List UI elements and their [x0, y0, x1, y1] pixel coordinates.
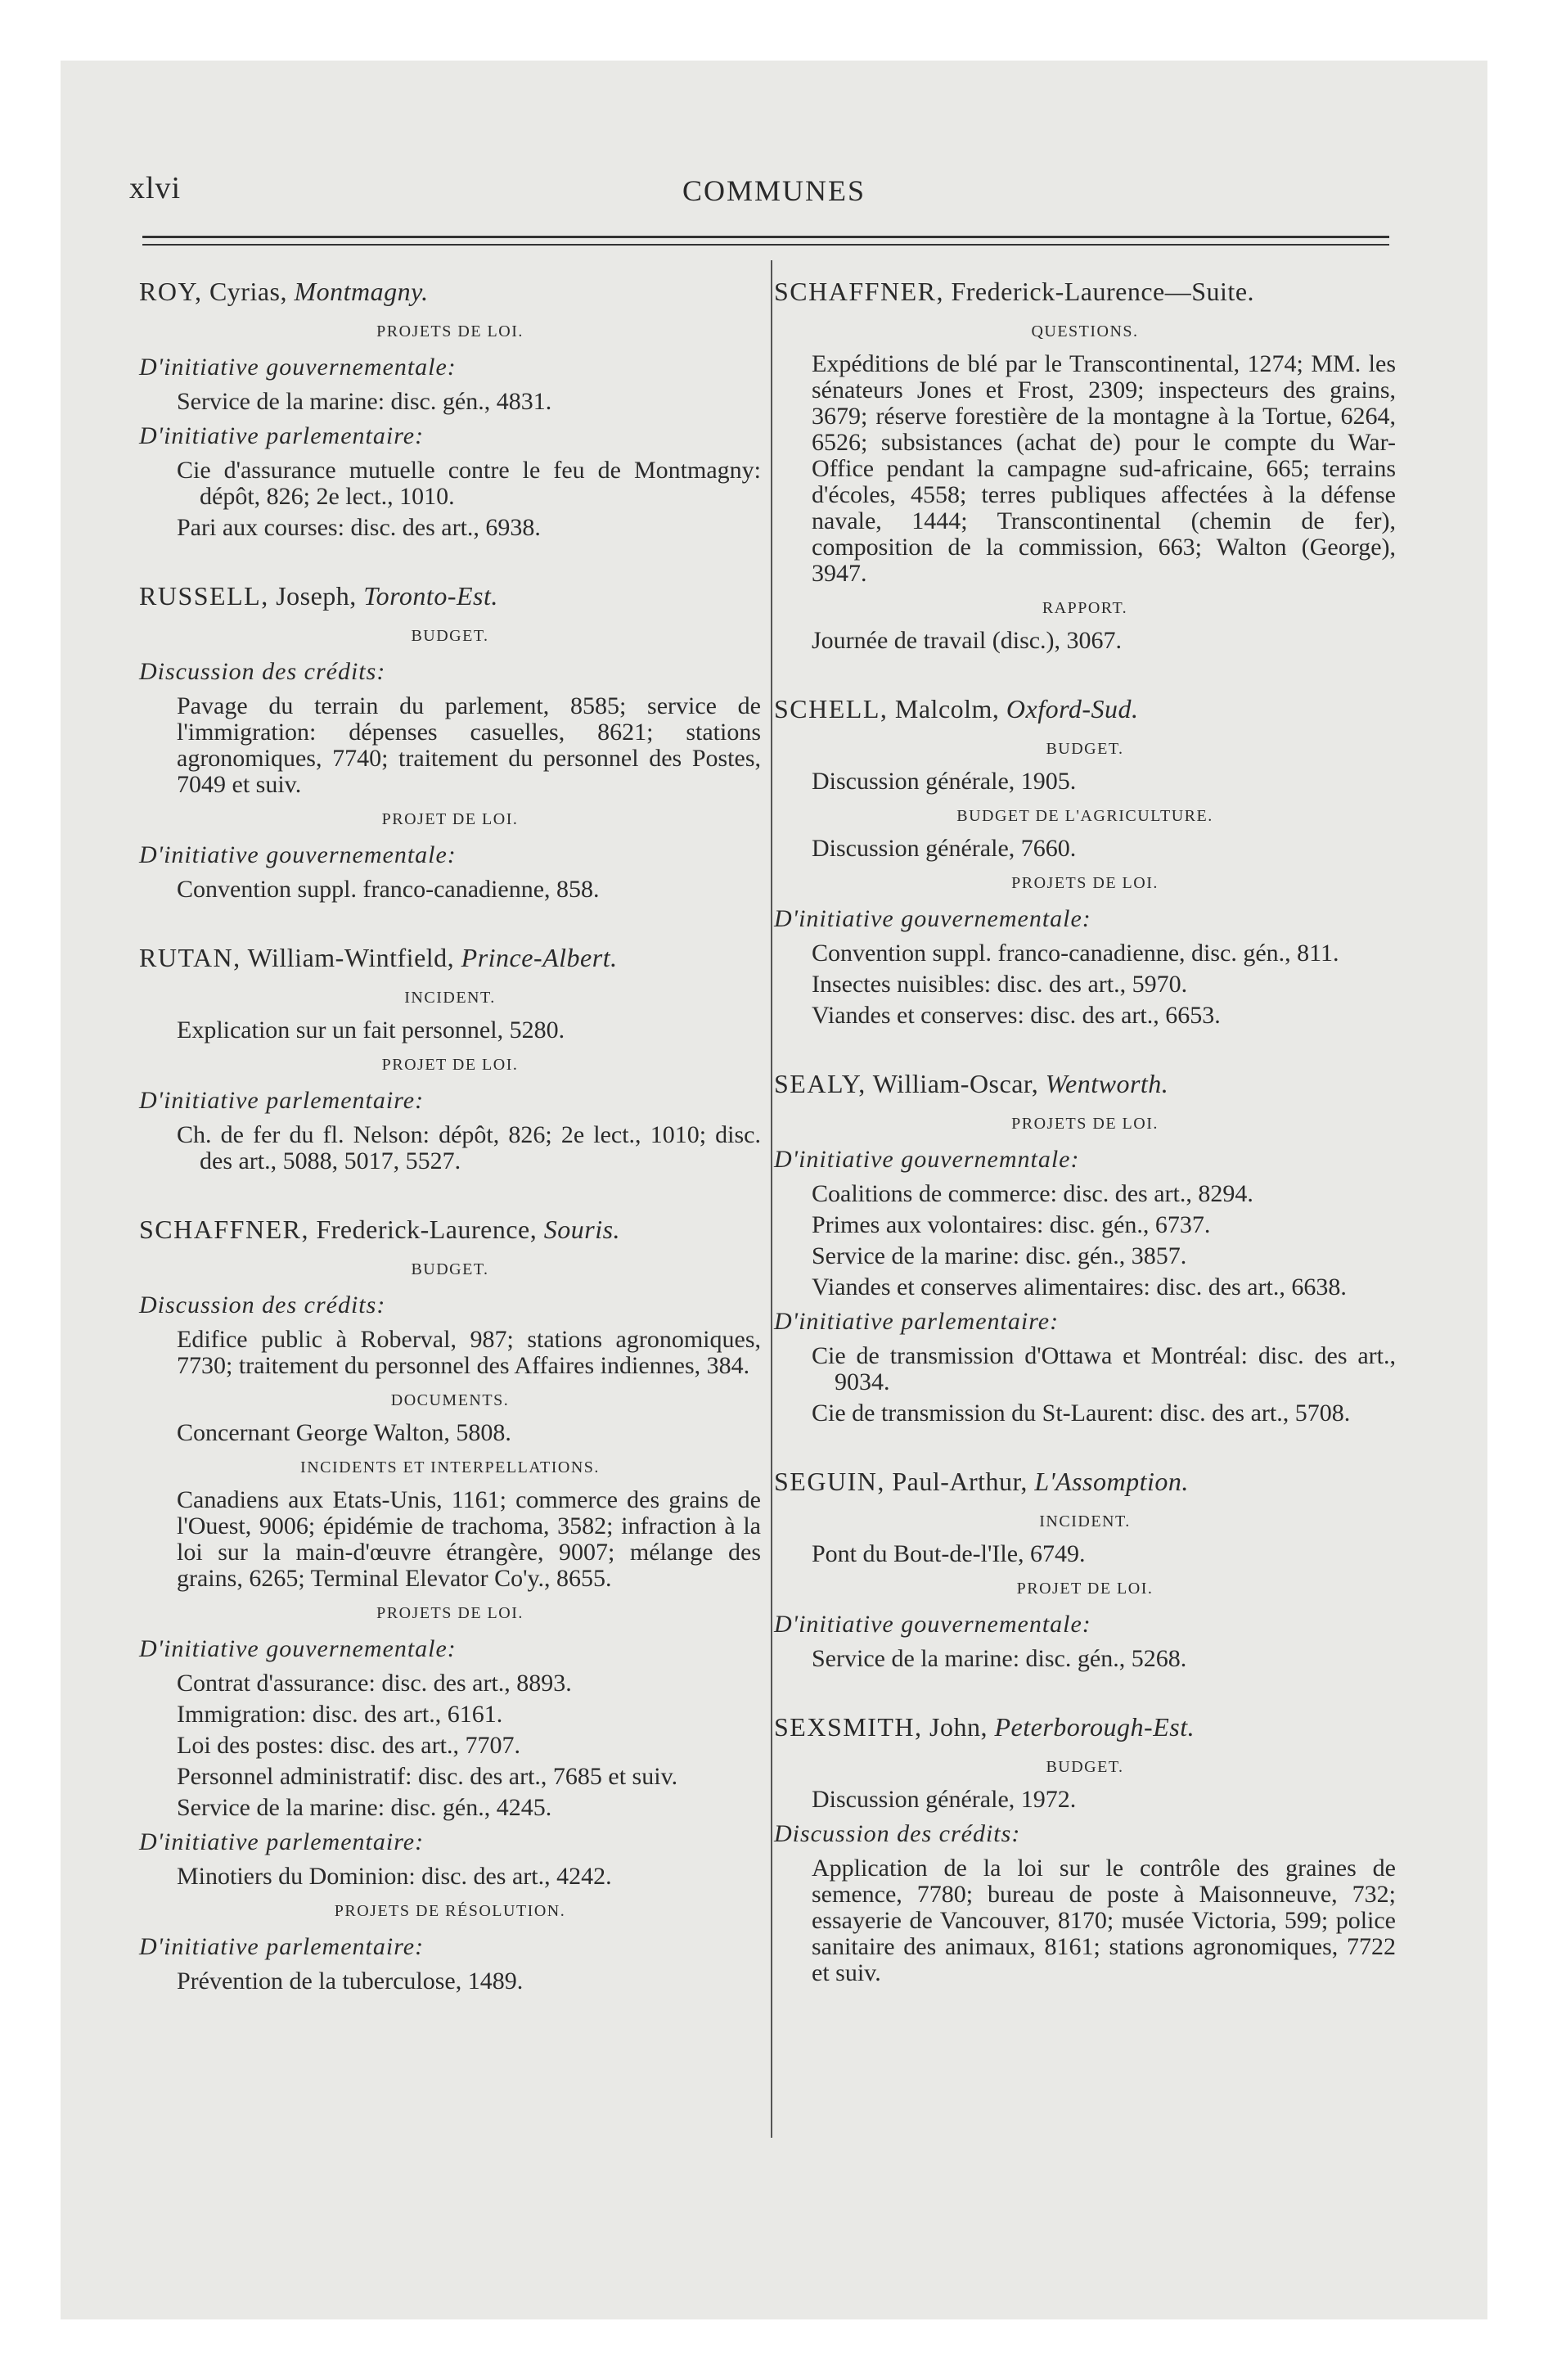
- index-entry: Discussion générale, 7660.: [812, 835, 1077, 862]
- entry-paragraph: Pavage du terrain du parlement, 8585; service de l'immigration: dépenses casuelles, 8621; stations agronomiques, 7740; traitement du personnel des Postes, 7049 et suiv.: [177, 692, 761, 798]
- member-riding: Souris.: [543, 1215, 621, 1244]
- index-entry: Loi des postes: disc. des art., 7707.: [177, 1732, 520, 1759]
- member-name: [139, 577, 761, 615]
- index-entry: Cie de transmission d'Ottawa et Montréal: disc. des art., 9034.: [812, 1342, 1396, 1395]
- subsection-label: D'initiative gouvernemntale:: [774, 1146, 1080, 1173]
- member-riding: Montmagny.: [294, 277, 429, 306]
- index-entry: Primes aux volontaires: disc. gén., 6737.: [812, 1211, 1211, 1238]
- subsection-label: D'initiative gouvernementale:: [139, 841, 457, 868]
- member-surname: ROY,: [139, 277, 203, 306]
- member-riding: Wentworth.: [1045, 1069, 1169, 1098]
- member-entry: [774, 690, 1396, 1029]
- entry-paragraph: Expéditions de blé par le Transcontinental, 1274; MM. les sénateurs Jones et Frost, 2309; inspecteurs des grains, 3679; réserve forestière de la montagne à la Tortue, 6264, 6526; subsistances (achat de) pour le compte du War-Office pendant la campagne sud-africaine, 665; terrains d'écoles, 4558; terres publiques affectées à la défense navale, 1444; Transcontinental (chemin de fer), composition de la commission, 663; Walton (George), 3947.: [812, 350, 1396, 587]
- member-riding: L'Assomption.: [1034, 1467, 1189, 1496]
- section-heading: BUDGET.: [411, 627, 489, 645]
- index-entry: Explication sur un fait personnel, 5280.: [177, 1016, 565, 1044]
- member-surname: SCHELL,: [774, 694, 889, 723]
- index-entry: Service de la marine: disc. gén., 4831.: [177, 388, 552, 415]
- member-given-name: Frederick-Laurence,: [316, 1215, 538, 1244]
- member-name: [774, 690, 1396, 728]
- index-entry: Convention suppl. franco-canadienne, disc. gén., 811.: [812, 940, 1339, 967]
- member-riding: Prince-Albert.: [461, 943, 618, 972]
- index-entry: Concernant George Walton, 5808.: [177, 1419, 511, 1446]
- subsection-label: D'initiative gouvernementale:: [139, 354, 457, 381]
- member-name: [774, 1708, 1396, 1746]
- section-heading: INCIDENTS ET INTERPELLATIONS.: [300, 1458, 600, 1476]
- member-entry: [774, 273, 1396, 654]
- section-heading: DOCUMENTS.: [390, 1391, 510, 1409]
- section-heading: PROJET DE LOI.: [381, 810, 519, 828]
- index-entry: Personnel administratif: disc. des art., 7685 et suiv.: [177, 1763, 678, 1790]
- index-entry: Ch. de fer du fl. Nelson: dépôt, 826; 2e lect., 1010; disc. des art., 5088, 5017, 5527.: [177, 1121, 761, 1174]
- index-entry: Insectes nuisibles: disc. des art., 5970.: [812, 971, 1188, 998]
- index-entry: Journée de travail (disc.), 3067.: [812, 627, 1123, 654]
- index-entry: Pont du Bout-de-l'Ile, 6749.: [812, 1540, 1086, 1567]
- section-heading: PROJETS DE LOI.: [1011, 1115, 1159, 1133]
- member-surname: SEALY,: [774, 1069, 866, 1098]
- right-column: [774, 266, 1396, 2022]
- subsection-label: D'initiative parlementaire:: [139, 1933, 425, 1960]
- index-entry: Viandes et conserves alimentaires: disc. des art., 6638.: [812, 1273, 1347, 1300]
- member-entry: [139, 939, 761, 1174]
- member-given-name: Paul-Arthur,: [892, 1467, 1028, 1496]
- member-entry: [139, 577, 761, 903]
- member-given-name: William-Wintfield,: [247, 943, 455, 972]
- index-entry: Service de la marine: disc. gén., 4245.: [177, 1794, 552, 1821]
- member-name: [139, 273, 761, 310]
- index-entry: Immigration: disc. des art., 6161.: [177, 1701, 503, 1728]
- member-given-name: Malcolm,: [894, 694, 1000, 723]
- member-given-name: John,: [929, 1712, 988, 1742]
- member-surname: SEXSMITH,: [774, 1712, 923, 1742]
- member-name: [774, 1065, 1396, 1102]
- member-name: [774, 1463, 1396, 1500]
- left-column: [139, 266, 761, 2031]
- index-entry: Contrat d'assurance: disc. des art., 8893.: [177, 1670, 572, 1697]
- subsection-label: D'initiative parlementaire:: [139, 1828, 425, 1855]
- section-heading: INCIDENT.: [404, 989, 496, 1007]
- section-heading: RAPPORT.: [1042, 599, 1128, 617]
- index-entry: Prévention de la tuberculose, 1489.: [177, 1968, 524, 1995]
- member-entry: [774, 1463, 1396, 1672]
- index-entry: Cie de transmission du St-Laurent: disc. des art., 5708.: [812, 1400, 1351, 1427]
- page-title: COMMUNES: [682, 174, 866, 207]
- member-given-name: Joseph,: [276, 581, 357, 611]
- section-heading: BUDGET.: [411, 1260, 489, 1278]
- member-riding: Oxford-Sud.: [1006, 694, 1139, 723]
- member-entry: [774, 1708, 1396, 1986]
- member-riding: Toronto-Est.: [363, 581, 498, 611]
- subsection-label: D'initiative gouvernementale:: [774, 905, 1091, 932]
- entry-paragraph: Canadiens aux Etats-Unis, 1161; commerce des grains de l'Ouest, 9006; épidémie de trachoma, 3582; infraction à la loi sur la main-d'œuvre étrangère, 9007; mélange des grains, 6265; Terminal Elevator Co'y., 8655.: [177, 1486, 761, 1592]
- subsection-label: Discussion des crédits:: [139, 1291, 386, 1318]
- subsection-label: D'initiative gouvernementale:: [774, 1611, 1091, 1638]
- section-heading: PROJET DE LOI.: [381, 1056, 519, 1074]
- section-heading: PROJETS DE RÉSOLUTION.: [334, 1902, 566, 1920]
- section-heading: INCIDENT.: [1039, 1512, 1131, 1530]
- index-entry: Discussion générale, 1905.: [812, 768, 1077, 795]
- index-entry: Viandes et conserves: disc. des art., 6653.: [812, 1002, 1221, 1029]
- column-divider: [771, 260, 772, 2138]
- member-given-name: Frederick-Laurence—Suite.: [951, 277, 1255, 306]
- section-heading: QUESTIONS.: [1031, 322, 1139, 340]
- index-entry: Service de la marine: disc. gén., 5268.: [812, 1645, 1187, 1672]
- member-name: [774, 273, 1396, 310]
- section-heading: PROJET DE LOI.: [1016, 1580, 1154, 1598]
- member-given-name: Cyrias,: [209, 277, 287, 306]
- header-rule-thick: [142, 236, 1389, 238]
- section-heading: PROJETS DE LOI.: [1011, 874, 1159, 892]
- index-entry: Minotiers du Dominion: disc. des art., 4242.: [177, 1863, 612, 1890]
- index-entry: Cie d'assurance mutuelle contre le feu de Montmagny: dépôt, 826; 2e lect., 1010.: [177, 457, 761, 510]
- index-entry: Pari aux courses: disc. des art., 6938.: [177, 514, 541, 541]
- subsection-label: D'initiative gouvernementale:: [139, 1635, 457, 1662]
- section-heading: BUDGET DE L'AGRICULTURE.: [956, 807, 1213, 825]
- member-name: [139, 939, 761, 976]
- member-surname: SCHAFFNER,: [139, 1215, 309, 1244]
- subsection-label: Discussion des crédits:: [774, 1820, 1021, 1847]
- header-rule-thin: [142, 244, 1389, 246]
- page-number: xlvi: [129, 171, 182, 205]
- subsection-label: D'initiative parlementaire:: [139, 1087, 425, 1114]
- member-surname: SCHAFFNER,: [774, 277, 944, 306]
- index-entry: Coalitions de commerce: disc. des art., 8294.: [812, 1180, 1253, 1207]
- member-surname: SEGUIN,: [774, 1467, 885, 1496]
- member-name: [139, 1210, 761, 1248]
- index-entry: Convention suppl. franco-canadienne, 858.: [177, 876, 600, 903]
- member-surname: RUTAN,: [139, 943, 241, 972]
- section-heading: PROJETS DE LOI.: [376, 1604, 524, 1622]
- entry-paragraph: Edifice public à Roberval, 987; stations agronomiques, 7730; traitement du personnel des Affaires indiennes, 384.: [177, 1326, 761, 1379]
- member-entry: [139, 273, 761, 541]
- section-heading: BUDGET.: [1046, 1758, 1124, 1776]
- section-heading: PROJETS DE LOI.: [376, 322, 524, 340]
- index-entry: Discussion générale, 1972.: [812, 1786, 1077, 1813]
- subsection-label: D'initiative parlementaire:: [139, 422, 425, 449]
- subsection-label: D'initiative parlementaire:: [774, 1308, 1060, 1335]
- subsection-label: Discussion des crédits:: [139, 658, 386, 685]
- member-entry: [139, 1210, 761, 1995]
- index-entry: Service de la marine: disc. gén., 3857.: [812, 1242, 1187, 1269]
- member-given-name: William-Oscar,: [872, 1069, 1039, 1098]
- member-surname: RUSSELL,: [139, 581, 269, 611]
- section-heading: BUDGET.: [1046, 740, 1124, 758]
- entry-paragraph: Application de la loi sur le contrôle des graines de semence, 7780; bureau de poste à Maisonneuve, 732; essayerie de Vancouver, 8170; musée Victoria, 599; police sanitaire des animaux, 8161; stations agronomiques, 7722 et suiv.: [812, 1855, 1396, 1986]
- member-riding: Peterborough-Est.: [994, 1712, 1195, 1742]
- member-entry: [774, 1065, 1396, 1427]
